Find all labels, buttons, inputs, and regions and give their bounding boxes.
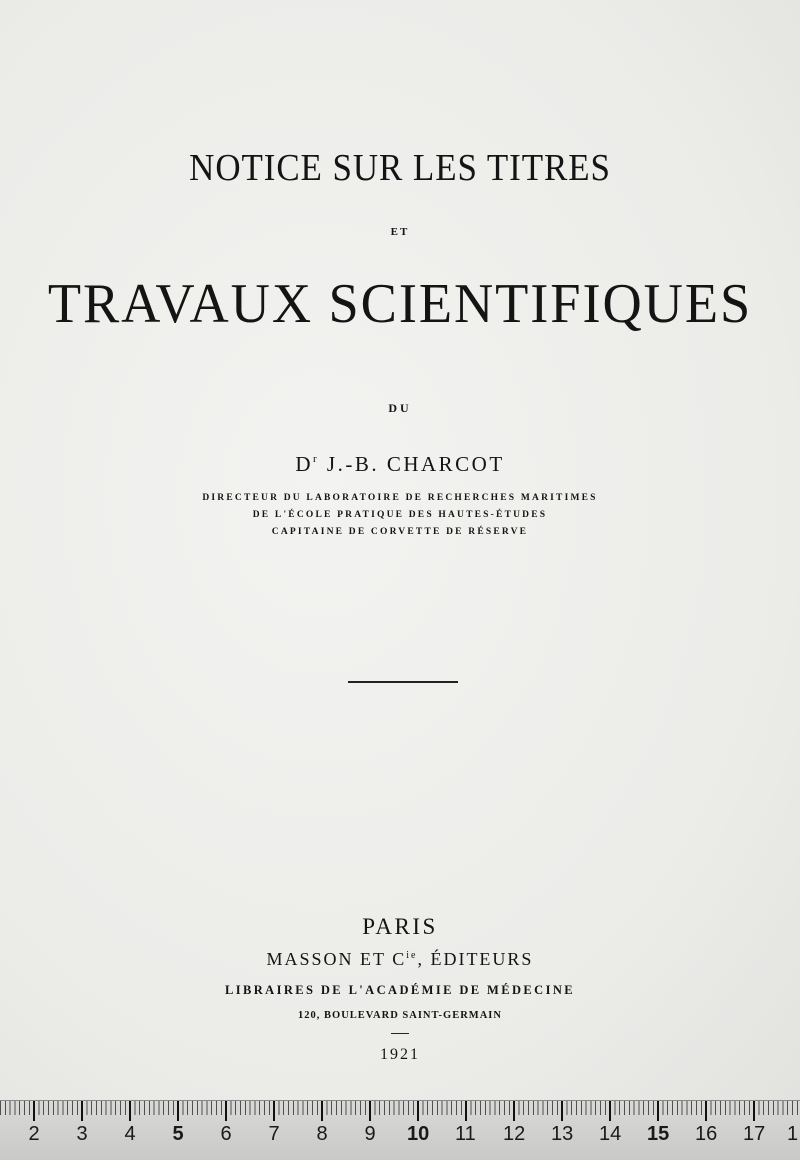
author-role-3: CAPITAINE DE CORVETTE DE RÉSERVE <box>271 527 529 537</box>
ruler-number: 14 <box>599 1123 622 1145</box>
title-line-1: NOTICE SUR LES TITRES <box>189 147 611 189</box>
ruler-number: 9 <box>364 1123 376 1145</box>
ruler-number: 13 <box>551 1123 574 1145</box>
author-full-name: J.-B. CHARCOT <box>319 452 505 476</box>
author-prefix-sup: r <box>312 453 320 465</box>
year-dash <box>391 1033 409 1034</box>
divider-rule <box>348 681 458 683</box>
author-prefix: D <box>295 452 313 476</box>
ruler-number: 4 <box>124 1123 136 1145</box>
ruler-major-ticks <box>0 1101 800 1121</box>
ruler-number: 2 <box>28 1123 40 1145</box>
imprint-publisher <box>0 949 800 970</box>
author-role-2: DE L'ÉCOLE PRATIQUE DES HAUTES-ÉTUDES <box>252 510 548 520</box>
ruler-number: 16 <box>695 1123 718 1145</box>
author-role-1: DIRECTEUR DU LABORATOIRE DE RECHERCHES MARITIMES <box>202 493 598 503</box>
ruler-number: 3 <box>76 1123 88 1145</box>
ruler-number: 10 <box>407 1123 430 1145</box>
publisher-sup: ie <box>406 950 418 961</box>
ruler-number: 17 <box>743 1123 766 1145</box>
ruler-number: 6 <box>220 1123 232 1145</box>
publisher-role: , ÉDITEURS <box>417 949 534 969</box>
ruler-number: 11 <box>455 1123 476 1145</box>
imprint-city: PARIS <box>362 914 438 939</box>
title-conjunction: ET <box>390 226 410 238</box>
ruler-number: 7 <box>268 1123 280 1145</box>
imprint-year: 1921 <box>380 1046 420 1063</box>
publisher-name: MASSON ET C <box>266 949 407 969</box>
ruler-number: 5 <box>172 1123 184 1145</box>
ruler-number: 12 <box>503 1123 526 1145</box>
imprint-libraires: LIBRAIRES DE L'ACADÉMIE DE MÉDECINE <box>224 983 575 997</box>
ruler-number: 1 <box>787 1123 799 1145</box>
ruler-number: 8 <box>316 1123 328 1145</box>
imprint-address: 120, BOULEVARD SAINT-GERMAIN <box>298 1010 502 1021</box>
measuring-ruler <box>0 1100 800 1160</box>
ruler-number: 15 <box>647 1123 670 1145</box>
preposition: DU <box>388 401 412 415</box>
author-name <box>0 452 800 477</box>
title-line-2: TRAVAUX SCIENTIFIQUES <box>47 273 753 335</box>
